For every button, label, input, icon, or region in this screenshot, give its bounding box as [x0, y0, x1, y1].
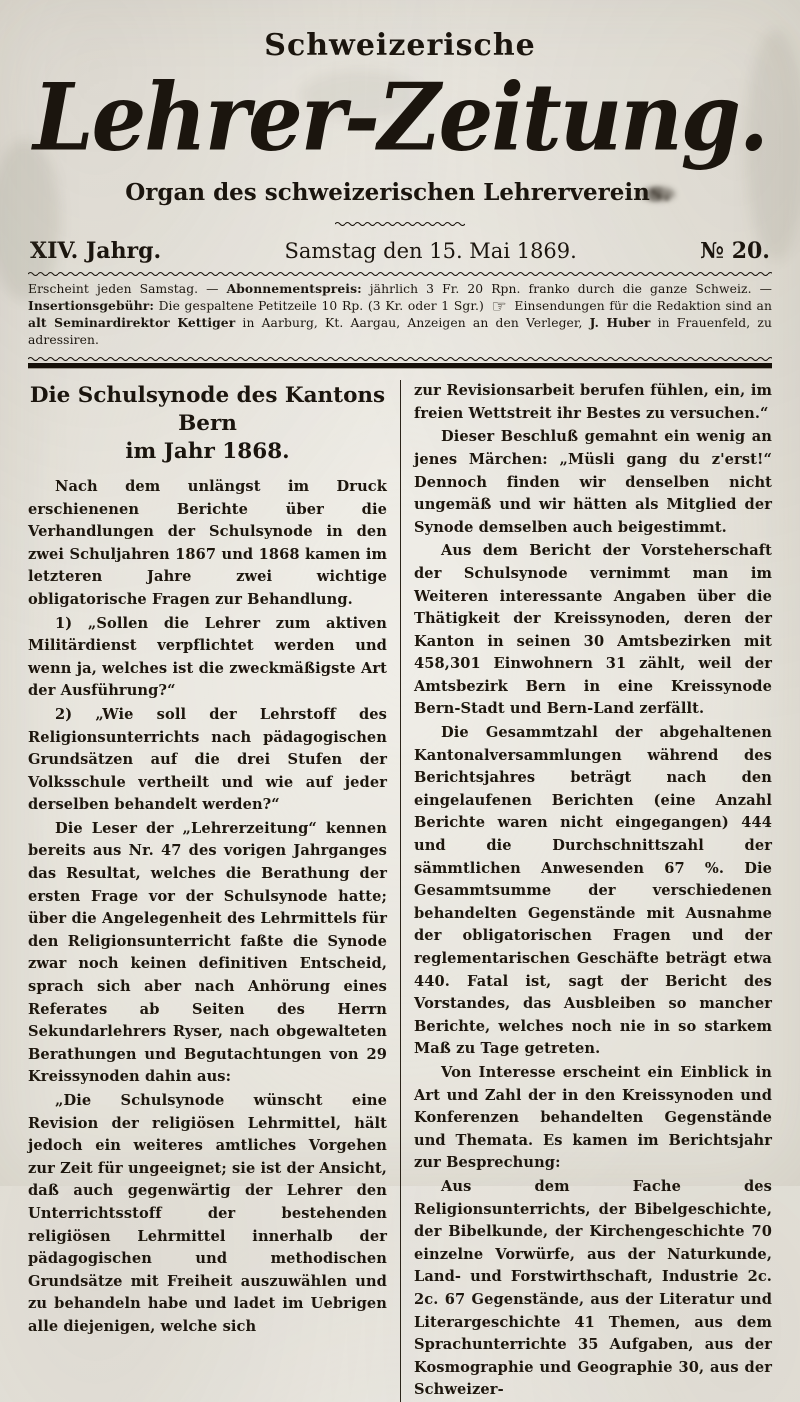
paragraph: Die Gesammtzahl der abgehaltenen Kantonalversammlungen während des Berichtsjahres beträgt nach den eingelaufenen Berichten (eine Anzahl Berichte waren nicht eingegangen) 444 und die Durchschnittszahl der sämmtlichen Anwesenden 67 %. Die Gesammtsumme der verschiedenen behandelten Gegenstände mit Ausnahme der obligatorischen Fragen und der reglementarischen Geschäfte beträgt etwa 440. Fatal ist, sagt der Bericht des Vorstandes, das Ausbleiben so mancher Berichte, welches noch nie in so starkem Maß zu Tage getreten. — [414, 724, 772, 1058]
paragraph — [414, 426, 772, 539]
notice-text: Einsendungen für die Redaktion sind an — [509, 299, 773, 314]
subtitle-text: Organ des schweizerischen Lehrerverein — [125, 179, 650, 207]
paragraph: Die Leser der „Lehrerzeitung“ kennen bereits aus Nr. 47 des vorigen Jahrganges das Resultat, welches die Berathung der ersten Frage vor der Schulsynode hatte; über die Angelegenheit des Lehrmittels für den Religionsunterricht faßte die Synode zwar noch keinen definitiven Entscheid, sprach sich aber nach Anhörung eines Referates ab Seiten des Herrn Sekundarlehrers Ryser, nach obgewalteten Berathungen und Begutachtungen von 29 Kreissynoden dahin aus: — [28, 819, 387, 1086]
subscription-notice — [28, 281, 772, 349]
notice-text: Erscheint jeden Samstag. — — [28, 282, 227, 297]
notice-text: in Aarburg, Kt. Aargau, Anzeigen an den Verleger, — [235, 316, 590, 331]
issue-number: № 20. — [700, 238, 770, 265]
wavy-divider-bottom — [28, 355, 772, 361]
paragraph: Nach dem unlängst im Druck erschienenen Berichte über die Verhandlungen der Schulsynode in den zwei Schuljahren 1867 und 1868 kamen im letzteren Jahre zwei wichtige obligatorische Fragen zur Behandlung. — [28, 477, 387, 608]
issue-date: Samstag den 15. Mai 1869. — [284, 239, 577, 264]
notice-bold-editor: alt Seminardirektor Kettiger — [28, 315, 236, 331]
notice-bold-publisher: J. Huber — [589, 315, 651, 331]
notice-text: Die gespaltene Petitzeile 10 Rp. (3 Kr. oder 1 Sgr.) — [153, 299, 489, 314]
newspaper-title: Lehrer-Zeitung. — [33, 62, 767, 172]
article-title — [28, 382, 387, 466]
heavy-rule — [28, 363, 772, 368]
article-columns — [28, 380, 772, 1402]
left-column — [28, 380, 400, 1402]
article-title-line2: im Jahr 1868. — [125, 439, 290, 465]
masthead-subtitle — [28, 179, 772, 206]
subtitle-smudged-text: s. — [649, 179, 671, 207]
paragraph-text: Dieser Beschluß gemahnt ein wenig an jenes Märchen: „ — [414, 428, 772, 468]
paragraph-question-1: 1) „Sollen die Lehrer zum aktiven Militärdienst verpflichtet werden und wenn ja, welches ist die zweckmäßigste Art der Ausführung?“ — [28, 614, 387, 700]
wavy-divider-small — [335, 220, 465, 226]
article-title-line1: Die Schulsynode des Kantons Bern — [29, 383, 386, 437]
right-column — [400, 380, 772, 1402]
paragraph-text: “ Dennoch finden wir denselben nicht ungemäß und wir hätten als Mitglied der Synode demselben auch beigestimmt. — [414, 450, 772, 536]
dateline-row — [28, 238, 772, 264]
notice-text: in Frauenfeld, zu adressiren. — [28, 316, 772, 348]
volume-label: XIV. Jahrg. — [30, 238, 162, 265]
paragraph: „Die Schulsynode wünscht eine Revision der religiösen Lehrmittel, hält jedoch ein weiteres amtliches Vorgehen zur Zeit für ungeeignet; sie ist der Ansicht, daß auch gegenwärtig der Lehrer den Unterrichtsstoff der bestehenden religiösen Lehrmittel innerhalb der pädagogischen und methodischen Grundsätze mit Freiheit auszuwählen und zu behandeln habe und ladet im Uebrigen alle diejenigen, welche sich — [28, 1092, 387, 1335]
notice-text: jährlich 3 Fr. 20 Rpn. franko durch die ganze Schweiz. — — [361, 282, 772, 297]
wavy-divider-top — [28, 270, 772, 276]
pointing-hand-icon: ☞ — [491, 297, 507, 318]
masthead-kicker: Schweizerische — [264, 28, 536, 63]
notice-bold-insertion: Insertionsgebühr: — [28, 298, 154, 314]
paragraph-emphasis: Müsli gang du z'erst! — [568, 450, 764, 468]
notice-bold-abonnement: Abonnementspreis: — [226, 281, 362, 297]
paragraph-question-2: 2) „Wie soll der Lehrstoff des Religionsunterrichts nach pädagogischen Grundsätzen auf die drei Stufen der Volksschule vertheilt und wie auf jeder derselben behandelt werden?“ — [28, 705, 387, 814]
paragraph-continuation: zur Revisionsarbeit berufen fühlen, ein, im freien Wettstreit ihr Bestes zu versuchen.“ — [414, 382, 772, 422]
paragraph: Aus dem Fache des Religionsunterrichts, der Bibelgeschichte, der Bibelkunde, der Kirchengeschichte 70 einzelne Vorwürfe, aus der Naturkunde, Land- und Forstwirthschaft, Industrie 2c. 2c. 67 Gegenstände, aus der Literatur und Literargeschichte 41 Themen, aus dem Sprachunterrichte 35 Aufgaben, aus der Kosmographie und Geographie 30, aus der Schweizer- — [414, 1177, 772, 1399]
paragraph: Von Interesse erscheint ein Einblick in Art und Zahl der in den Kreissynoden und Konferenzen behandelten Gegenstände und Themata. Es kamen im Berichtsjahr zur Besprechung: — [414, 1063, 772, 1172]
paragraph: Aus dem Bericht der Vorsteherschaft der Schulsynode vernimmt man im Weiteren interessante Angaben über die Thätigkeit der Kreissynoden, deren der Kanton in seinen 30 Amtsbezirken mit 458,301 Einwohnern 31 zählt, weil der Amtsbezirk Bern in eine Kreissynode Bern-Stadt und Bern-Land zerfällt. — [414, 542, 772, 718]
